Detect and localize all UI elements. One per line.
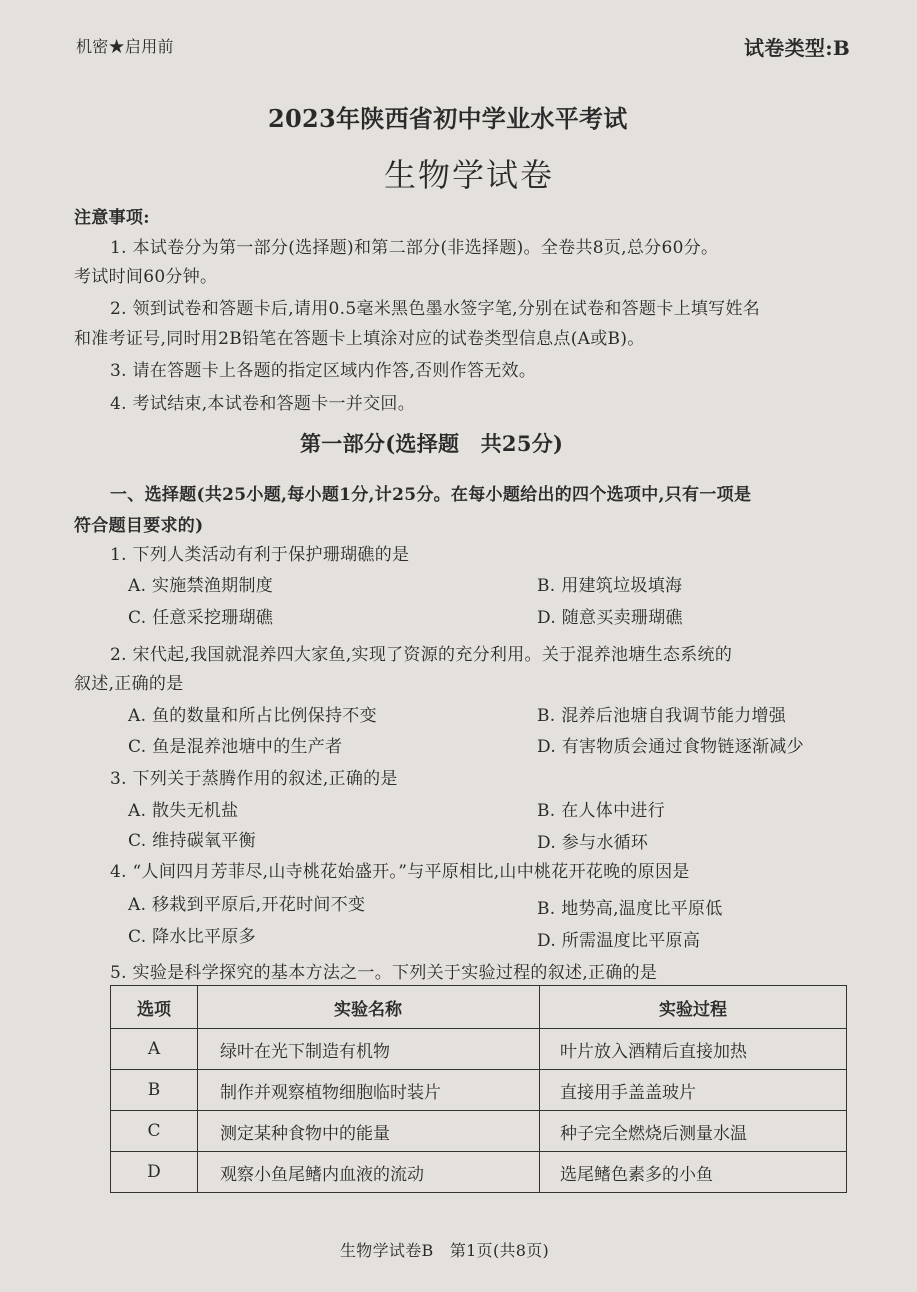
- note-item: 4. 考试结束,本试卷和答题卡一并交回。: [110, 394, 416, 414]
- table-cell: 叶片放入酒精后直接加热: [540, 1029, 847, 1070]
- table-cell: 绿叶在光下制造有机物: [198, 1029, 540, 1070]
- option: C. 任意采挖珊瑚礁: [128, 608, 274, 628]
- table-cell: 制作并观察植物细胞临时装片: [198, 1070, 540, 1111]
- option: A. 鱼的数量和所占比例保持不变: [128, 706, 377, 726]
- paper-type-label: 试卷类型:B: [744, 36, 851, 60]
- table-header-row: [111, 986, 847, 1029]
- table-cell: B: [111, 1070, 198, 1111]
- table-row: [111, 1152, 847, 1193]
- table-cell: 选尾鳍色素多的小鱼: [540, 1152, 847, 1193]
- option: C. 鱼是混养池塘中的生产者: [128, 737, 343, 757]
- option: B. 在人体中进行: [537, 801, 665, 821]
- option: B. 混养后池塘自我调节能力增强: [537, 706, 787, 726]
- table-row: [111, 1070, 847, 1111]
- table-row: [111, 1029, 847, 1070]
- option: B. 用建筑垃圾填海: [537, 576, 683, 596]
- table-cell: 观察小鱼尾鳍内血液的流动: [198, 1152, 540, 1193]
- table-cell: D: [111, 1152, 198, 1193]
- table-cell: 测定某种食物中的能量: [198, 1111, 540, 1152]
- table-cell: 直接用手盖盖玻片: [540, 1070, 847, 1111]
- notes-heading: 注意事项:: [74, 208, 150, 228]
- page-footer: 生物学试卷B 第1页(共8页): [340, 1241, 550, 1260]
- option: A. 散失无机盐: [128, 801, 239, 821]
- question-stem: 2. 宋代起,我国就混养四大家鱼,实现了资源的充分利用。关于混养池塘生态系统的: [110, 645, 733, 665]
- option: D. 有害物质会通过食物链逐渐减少: [537, 737, 804, 757]
- table-header: 实验名称: [198, 986, 540, 1029]
- option: D. 所需温度比平原高: [537, 931, 701, 951]
- table-cell: C: [111, 1111, 198, 1152]
- option: C. 降水比平原多: [128, 927, 256, 947]
- table-cell: 种子完全燃烧后测量水温: [540, 1111, 847, 1152]
- option: A. 移栽到平原后,开花时间不变: [128, 895, 366, 915]
- table-row: [111, 1111, 847, 1152]
- question-stem: 4. “人间四月芳菲尽,山寺桃花始盛开。”与平原相比,山中桃花开花晚的原因是: [110, 862, 690, 882]
- table-header: 实验过程: [540, 986, 847, 1029]
- confidential-label: 机密★启用前: [76, 37, 174, 56]
- option: B. 地势高,温度比平原低: [537, 899, 723, 919]
- table-cell: A: [111, 1029, 198, 1070]
- question-stem: 3. 下列关于蒸腾作用的叙述,正确的是: [110, 769, 398, 789]
- note-item: 2. 领到试卷和答题卡后,请用0.5毫米黑色墨水签字笔,分别在试卷和答题卡上填写姓名: [110, 299, 761, 319]
- note-item: 1. 本试卷分为第一部分(选择题)和第二部分(非选择题)。全卷共8页,总分60分。: [110, 238, 719, 258]
- question-stem: 叙述,正确的是: [74, 674, 184, 694]
- option: A. 实施禁渔期制度: [128, 576, 274, 596]
- section-heading: 第一部分(选择题 共25分): [300, 431, 564, 456]
- note-item: 和准考证号,同时用2B铅笔在答题卡上填涂对应的试卷类型信息点(A或B)。: [74, 329, 645, 349]
- experiment-table: [110, 985, 847, 1193]
- exam-subtitle: 生物学试卷: [384, 156, 555, 194]
- section-instruction: 一、选择题(共25小题,每小题1分,计25分。在每小题给出的四个选项中,只有一项是: [110, 485, 752, 505]
- note-item: 考试时间60分钟。: [74, 267, 218, 287]
- question-stem: 1. 下列人类活动有利于保护珊瑚礁的是: [110, 545, 410, 565]
- option: D. 随意买卖珊瑚礁: [537, 608, 683, 628]
- table-header: 选项: [111, 986, 198, 1029]
- question-stem: 5. 实验是科学探究的基本方法之一。下列关于实验过程的叙述,正确的是: [110, 963, 658, 983]
- section-instruction: 符合题目要求的): [74, 516, 204, 536]
- exam-title: 2023年陕西省初中学业水平考试: [268, 104, 628, 133]
- note-item: 3. 请在答题卡上各题的指定区域内作答,否则作答无效。: [110, 361, 537, 381]
- option: C. 维持碳氧平衡: [128, 831, 256, 851]
- option: D. 参与水循环: [537, 833, 649, 853]
